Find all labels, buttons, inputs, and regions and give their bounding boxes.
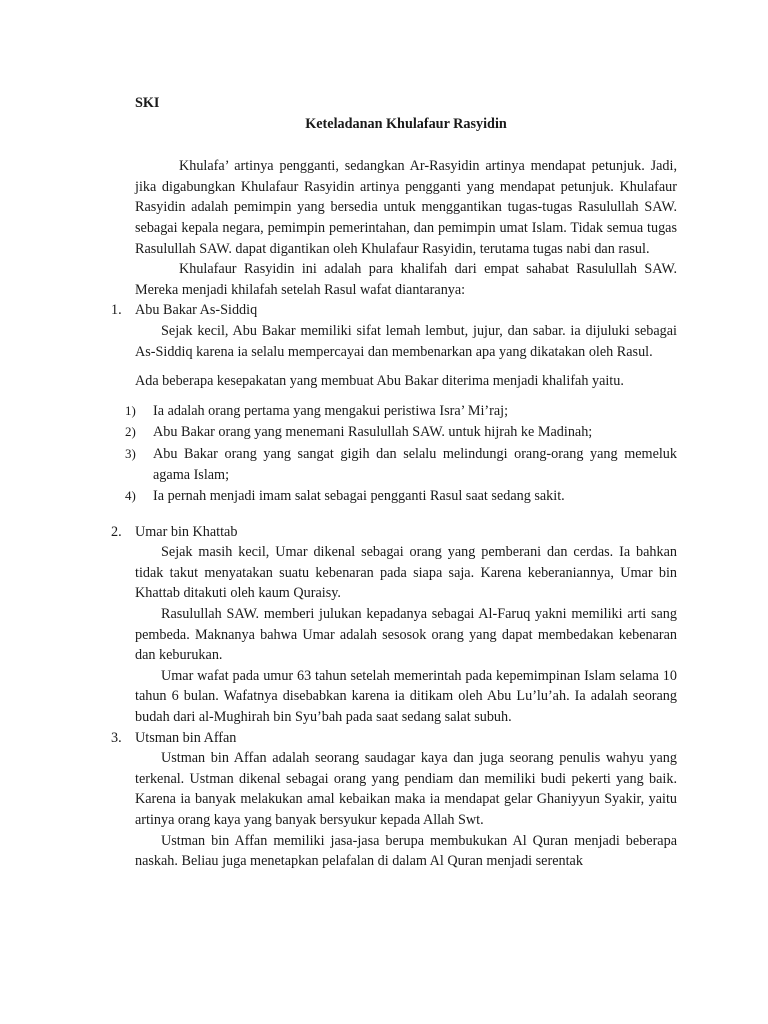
section-heading (111, 728, 677, 749)
section-paragraph: Rasulullah SAW. memberi julukan kepadanya sebagai Al-Faruq yakni memiliki arti sang pembeda. Maknanya bahwa Umar adalah sesosok orang yang dapat membedakan kebenaran dan keburukan. (135, 606, 677, 664)
list-item-text: Ia pernah menjadi imam salat sebagai pengganti Rasul saat sedang sakit. (153, 488, 565, 505)
list-item-text: Abu Bakar orang yang menemani Rasulullah SAW. untuk hijrah ke Madinah; (153, 424, 593, 441)
intro-paragraph: Khulafa’ artinya pengganti, sedangkan Ar-Rasyidin artinya mendapat petunjuk. Jadi, jika digabungkan Khulafaur Rasyidin artinya pengganti yang mendapat petunjuk. Khulafaur Rasyidin adalah pemimpin yang bersedia untuk menggantikan tugas-tugas Rasulullah SAW. sebagai kepala negara, pemimpin pemerintahan, dan pemimpin umat Islam. Tidak semua tugas Rasulullah SAW. dapat digantikan oleh Khulafaur Rasyidin, terutama tugas nabi dan rasul. (135, 158, 677, 257)
subject-label: SKI (135, 95, 160, 111)
section-heading (111, 522, 677, 543)
list-item-number: 1) (125, 402, 136, 418)
document-body (111, 93, 677, 872)
document-title: Keteladanan Khulafaur Rasyidin (305, 115, 507, 132)
list-item (125, 422, 677, 443)
list-item-number: 3) (125, 445, 136, 461)
section-heading (111, 300, 677, 321)
section-number: 3. (111, 729, 122, 746)
section-paragraph: Ustman bin Affan adalah seorang saudagar kaya dan juga seorang penulis wahyu yang terkenal. Ustman dikenal sebagai orang yang pendiam dan memiliki budi pekerti yang baik. Karena ia banyak melakukan amal kebaikan maka ia mendapat gelar Ghaniyyun Syakir, yaitu artinya orang kaya yang banyak bersyukur kepada Allah Swt. (135, 750, 677, 828)
section-paragraph: Umar wafat pada umur 63 tahun setelah memerintah pada kepemimpinan Islam selama 10 tahun 6 bulan. Wafatnya disebabkan karena ia ditikam oleh Abu Lu’lu’ah. Ia adalah seorang budah dari al-Mughirah bin Syu’bah pada saat sedang salat subuh. (135, 667, 677, 726)
list-item-text: Abu Bakar orang yang sangat gigih dan selalu melindungi orang-orang yang memeluk agama Islam; (153, 445, 677, 483)
list-item-number: 4) (125, 488, 136, 504)
section-paragraph: Ustman bin Affan memiliki jasa-jasa berupa membukukan Al Quran menjadi beberapa naskah. Beliau juga menetapkan pelafalan di dalam Al Quran menjadi serentak (135, 832, 677, 870)
section-number: 1. (111, 302, 122, 319)
list-item (125, 401, 677, 422)
list-item (125, 444, 677, 485)
section-paragraph: Sejak kecil, Abu Bakar memiliki sifat lemah lembut, jujur, dan sabar. ia dijuluki sebagai As-Siddiq karena ia selalu mempercayai dan membenarkan apa yang dikatakan oleh Rasul. (135, 322, 677, 360)
section-title: Utsman bin Affan (135, 729, 237, 746)
section-title: Abu Bakar As-Siddiq (135, 302, 258, 319)
list-item-text: Ia adalah orang pertama yang mengakui peristiwa Isra’ Mi’raj; (153, 402, 509, 419)
section-lead: Ada beberapa kesepakatan yang membuat Abu Bakar diterima menjadi khalifah yaitu. (135, 373, 624, 390)
section-title: Umar bin Khattab (135, 523, 238, 540)
intro-paragraph: Khulafaur Rasyidin ini adalah para khalifah dari empat sahabat Rasulullah SAW. Mereka menjadi khilafah setelah Rasul wafat diantaranya: (135, 261, 677, 298)
section-paragraph: Sejak masih kecil, Umar dikenal sebagai orang yang pemberani dan cerdas. Ia bahkan tidak takut menyatakan suatu kebenaran pada siapa saja. Karena keberaniannya, Umar bin Khattab ditakuti oleh kaum Quraisy. (135, 544, 677, 602)
section-number: 2. (111, 523, 122, 540)
list-item-number: 2) (125, 424, 136, 440)
list-item (125, 486, 677, 507)
numbered-list (125, 401, 677, 507)
